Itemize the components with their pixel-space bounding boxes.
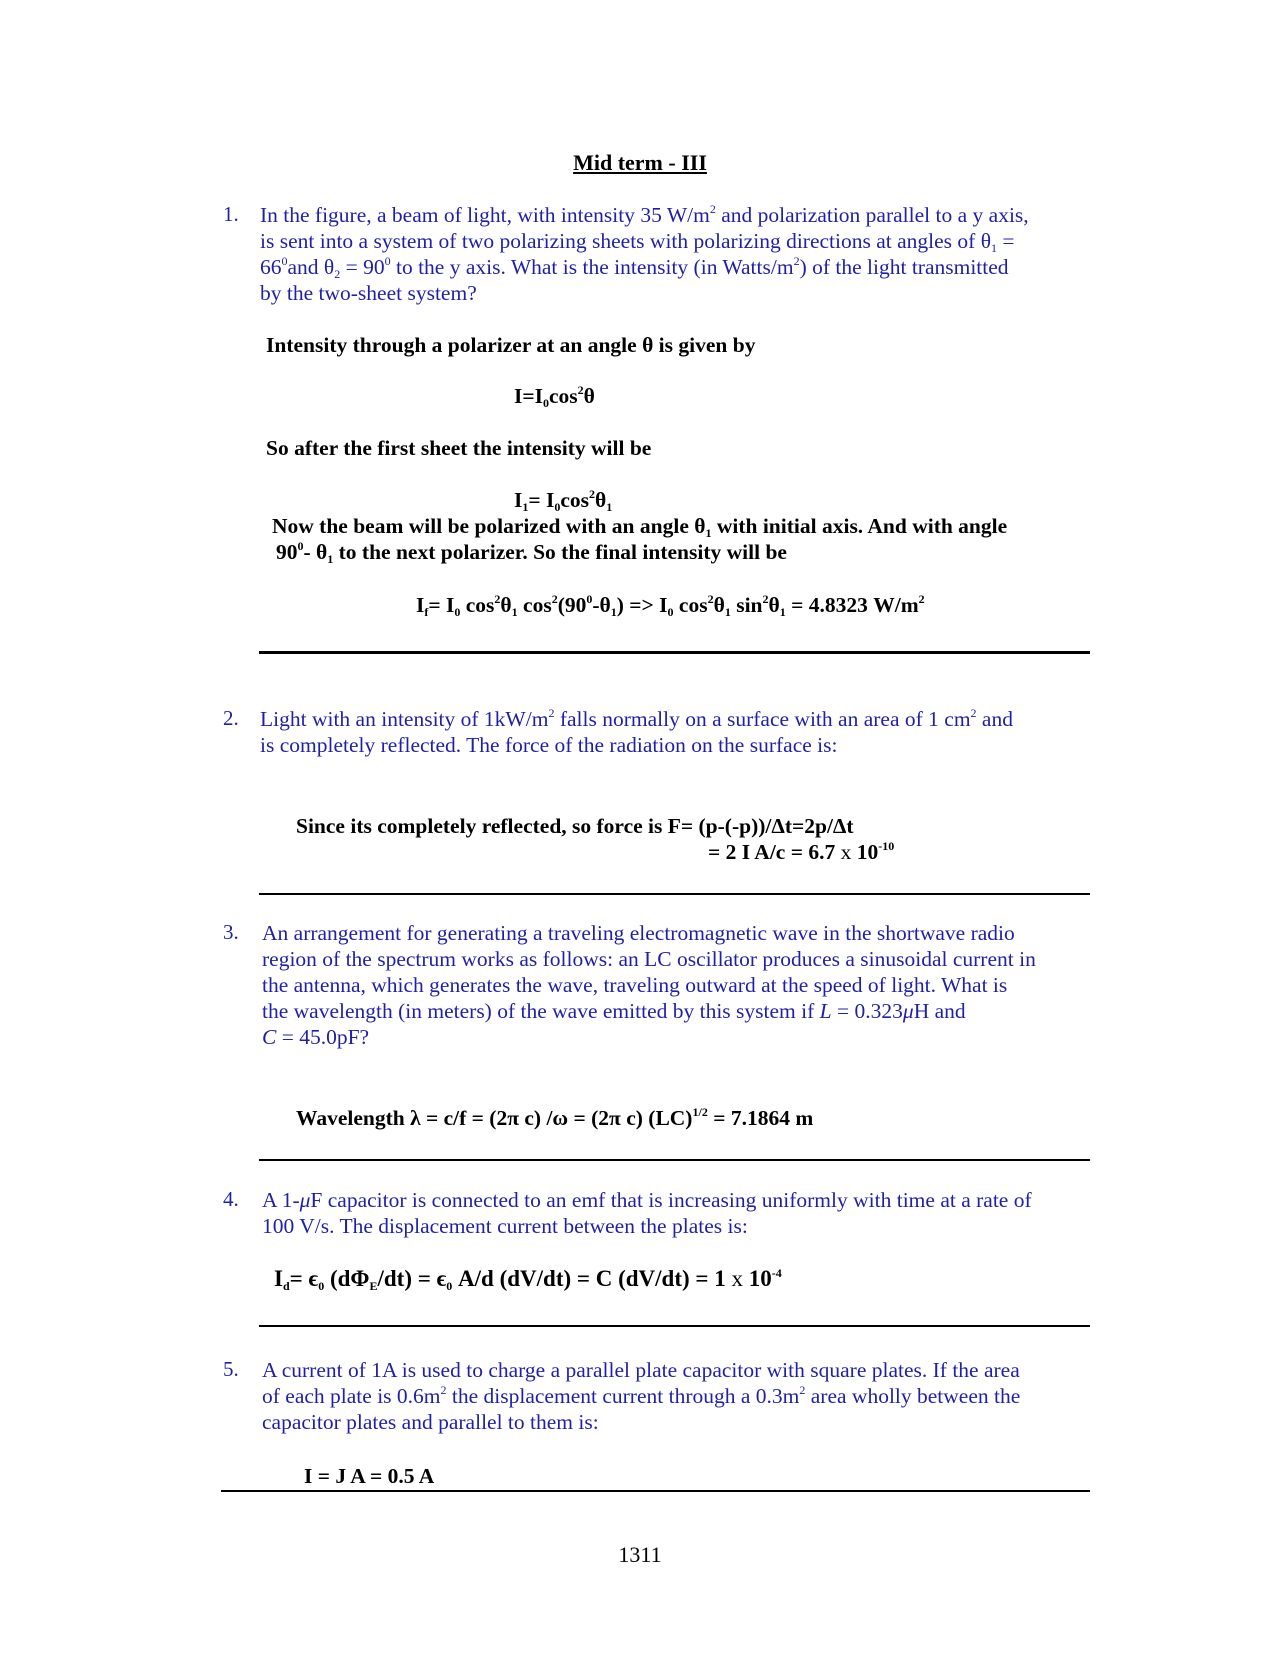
solution-3: Wavelength λ = c/f = (2π c) /ω = (2π c) (LC)$^{1/2}$ = 7.1864 m	[296, 1105, 814, 1130]
question-1-line-2: is sent into a system of two polarizing sheets with polarizing directions at angles of $\theta_1$ =	[260, 229, 1015, 255]
question-2-line-2: is completely reflected. The force of the radiation on the surface is:	[260, 733, 838, 757]
question-5-line-3: capacitor plates and parallel to them is:	[262, 1410, 599, 1434]
page-number: 1311	[618, 1542, 662, 1567]
question-5-line-1: A current of 1A is used to charge a parallel plate capacitor with square plates. If the area	[262, 1358, 1020, 1382]
solution-1-ninety-line: $90^0-$ $\theta_1$ to the next polarizer. So the final intensity will be	[276, 539, 787, 566]
solution-1-equation-1: $I=I_0\cos^2\theta$	[514, 383, 595, 410]
question-5-line-2: of each plate is $0.6m^2$ the displacement current through a $0.3m^2$ area wholly between the	[262, 1383, 1021, 1408]
question-3-line-1: An arrangement for generating a traveling electromagnetic wave in the shortwave radio	[262, 921, 1015, 945]
question-number: 2.	[223, 706, 239, 730]
question-3-line-2: region of the spectrum works as follows: an LC oscillator produces a sinusoidal current in	[262, 947, 1036, 971]
page-title: Mid term - III	[573, 150, 707, 175]
question-4-line-1: A 1-μF capacitor is connected to an emf that is increasing uniformly with time at a rate of	[262, 1188, 1032, 1212]
question-number: 3.	[223, 920, 239, 944]
question-3-line-4: the wavelength (in meters) of the wave emitted by this system if L = 0.323μH and	[262, 999, 966, 1023]
solution-1-final-equation: $I_f= I_0$ $\cos^2\theta_1$ $\cos^2(90^0-\theta_1) => I_0$ $\cos^2\theta_1$ $\sin^2\theta_1 = 4.8323$ $W/m^2$	[416, 592, 925, 619]
question-4-line-2: 100 V/s. The displacement current between the plates is:	[262, 1214, 748, 1238]
question-1-line-3: $66^0and$ $\theta_2 = 90^0$ to the y axis. What is the intensity (in Watts/$m^2$) of the light transmitted	[260, 254, 1009, 281]
question-number: 1.	[223, 202, 239, 226]
section-divider	[259, 1159, 1090, 1161]
solution-5: I = J A = 0.5 A	[304, 1464, 435, 1488]
solution-2-line-1: Since its completely reflected, so force is F= (p-(-p))/Δt=2p/Δt	[296, 814, 854, 838]
question-3-line-3: the antenna, which generates the wave, traveling outward at the speed of light. What is	[262, 973, 1008, 997]
solution-1-equation-2: $I_1= I_0\cos^2\theta_1$	[514, 487, 613, 514]
question-1-line-4: by the two-sheet system?	[260, 281, 477, 305]
solution-2-line-2: = 2 I A/c = 6.7 x $10^{-10}$	[708, 839, 895, 864]
section-divider	[259, 1325, 1090, 1327]
question-3-line-5: C = 45.0pF?	[262, 1025, 370, 1049]
question-1-line-1: In the figure, a beam of light, with intensity 35 $W/m^2$ and polarization parallel to a y axis,	[260, 202, 1029, 227]
solution-1-first-sheet: So after the first sheet the intensity will be	[266, 436, 652, 460]
solution-4: $I_d= \epsilon_0$ $(d\Phi_E/dt) = \epsilon_0$ A/d (dV/dt) = C (dV/dt) = 1 x $10^{-4}$	[274, 1266, 782, 1293]
section-divider	[259, 651, 1090, 654]
solution-1-now-line: Now the beam will be polarized with an angle $\theta_1$ with initial axis. And with angle	[272, 514, 1008, 540]
question-number: 5.	[223, 1357, 239, 1381]
question-2-line-1: Light with an intensity of $1kW/m^2$ falls normally on a surface with an area of 1 $cm^2$ and	[260, 706, 1013, 731]
solution-1-intro: Intensity through a polarizer at an angle θ is given by	[266, 333, 756, 357]
section-divider	[259, 893, 1090, 895]
question-number: 4.	[223, 1187, 239, 1211]
section-divider	[221, 1490, 1090, 1492]
